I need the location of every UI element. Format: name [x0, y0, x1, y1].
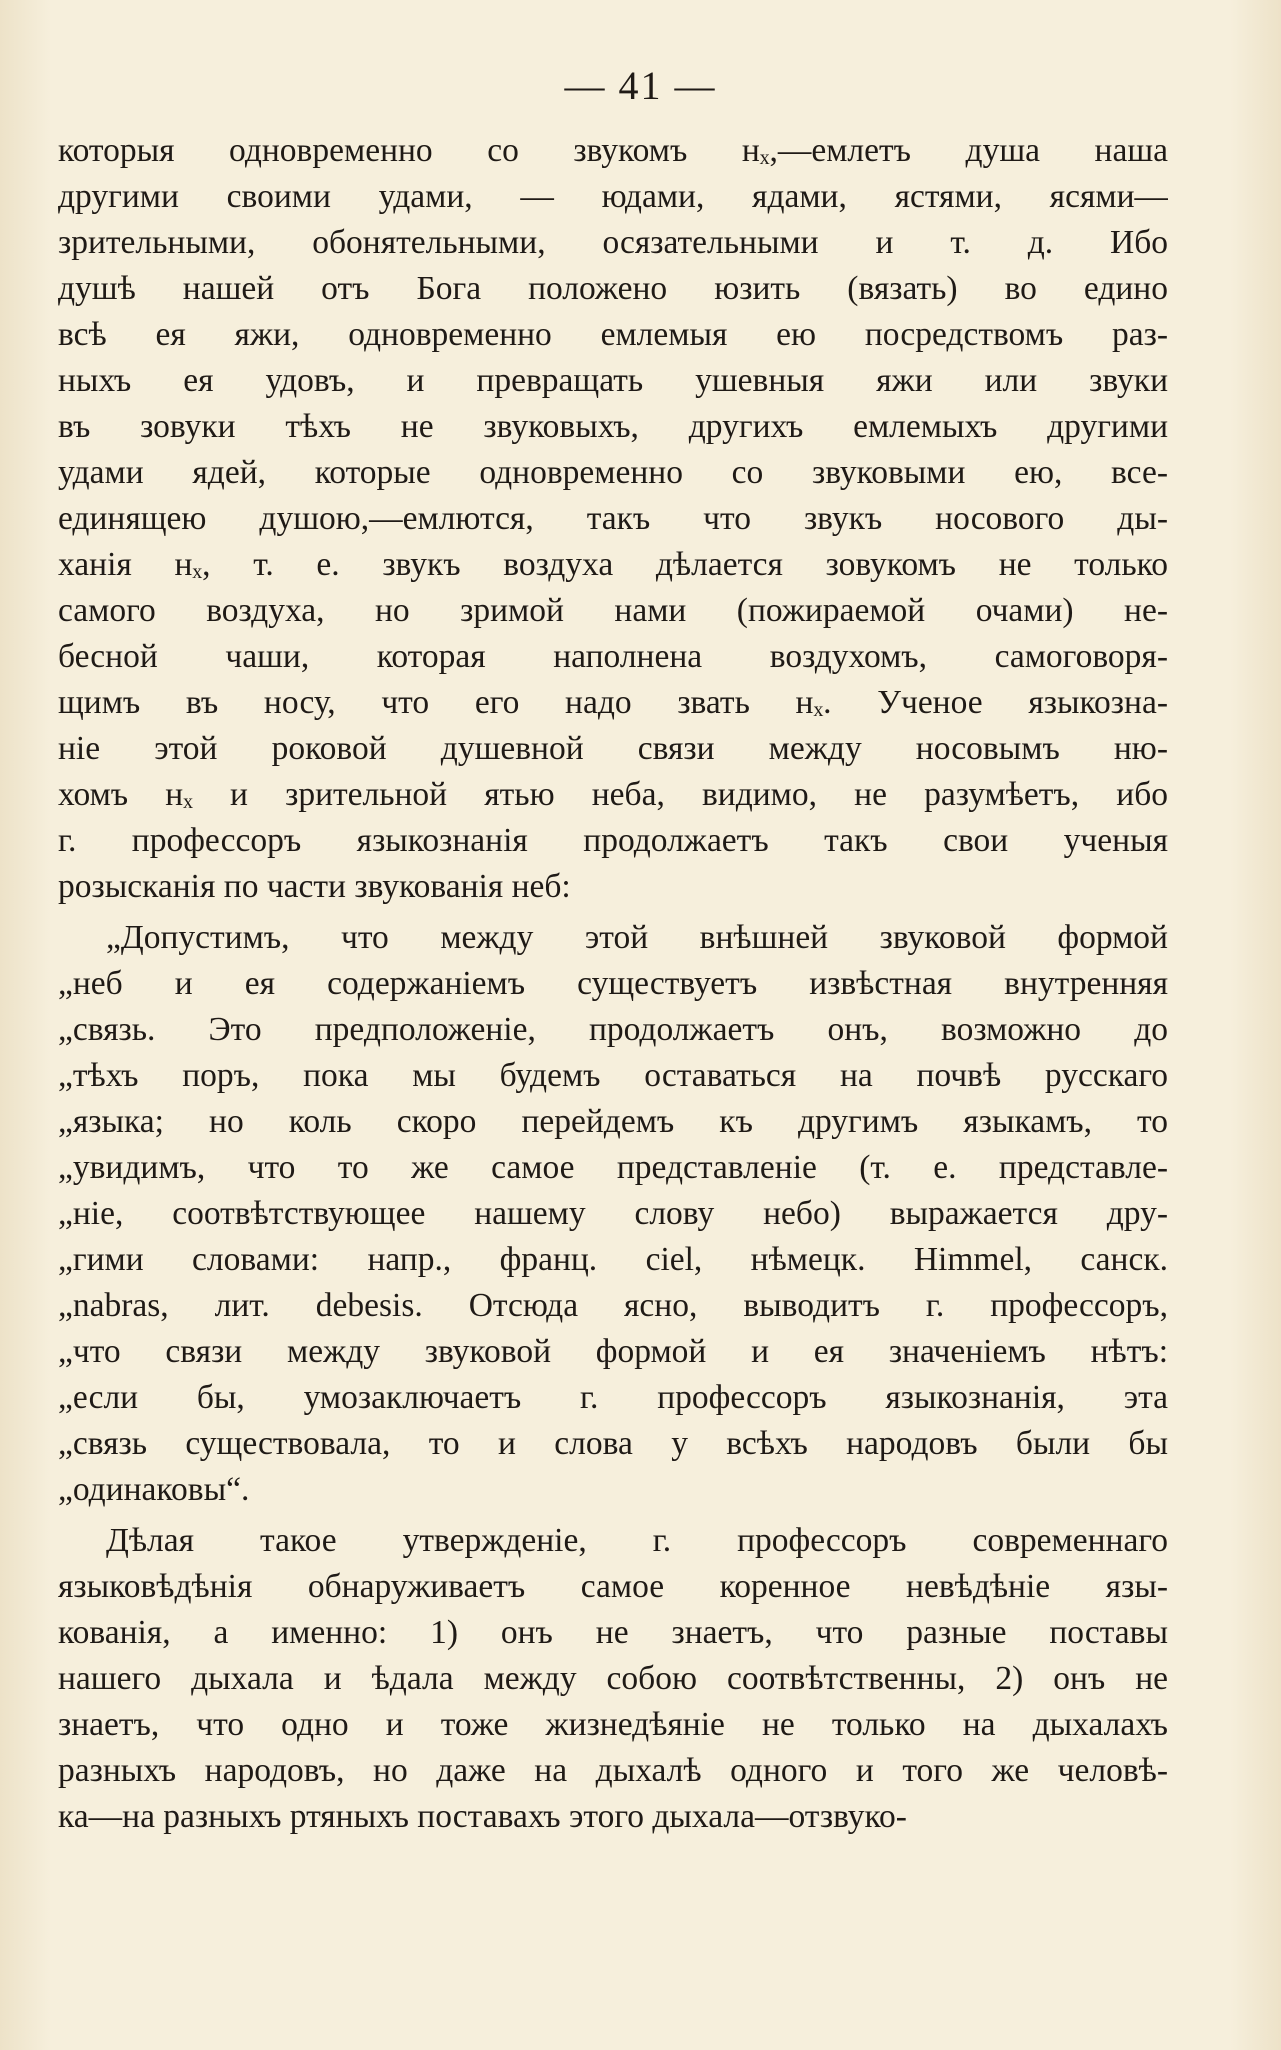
- text-line: душѣ нашей отъ Бога положено юзить (вязать) во едино: [58, 270, 1168, 307]
- text-line: ніе этой роковой душевной связи между носовымъ ню-: [58, 730, 1168, 767]
- text-line: хомъ нₓ и зрительной ятью неба, видимо, не разумѣетъ, ибо: [58, 776, 1168, 813]
- text-line: „nabras, лит. debesis. Отсюда ясно, выводитъ г. профессоръ,: [58, 1287, 1168, 1324]
- paragraph: [58, 915, 1168, 1513]
- text-line: знаетъ, что одно и тоже жизнедѣяніе не только на дыхалахъ: [58, 1706, 1168, 1743]
- page-number: — 41 —: [564, 63, 717, 108]
- text-line: которыя одновременно со звукомъ нₓ,—емлетъ душа наша: [58, 132, 1168, 169]
- text-line: кованія, а именно: 1) онъ не знаетъ, что разные поставы: [58, 1614, 1168, 1651]
- text-line: „неб и ея содержаніемъ существуетъ извѣстная внутренняя: [58, 965, 1168, 1002]
- text-line: „ніе, соотвѣтствующее нашему слову небо) выражается дру-: [58, 1195, 1168, 1232]
- text-line: Дѣлая такое утвержденіе, г. профессоръ современнаго: [106, 1522, 1168, 1559]
- paragraph: [58, 1518, 1168, 1840]
- text-line: г. профессоръ языкознанія продолжаетъ такъ свои ученыя: [58, 822, 1168, 859]
- text-line: „Допустимъ, что между этой внѣшней звуковой формой: [106, 919, 1168, 956]
- text-line: ка—на разныхъ ртяныхъ поставахъ этого дыхала—отзвуко-: [58, 1798, 907, 1835]
- text-line: „связь существовала, то и слова у всѣхъ народовъ были бы: [58, 1425, 1168, 1462]
- text-line: „увидимъ, что то же самое представленіе (т. е. представле-: [58, 1149, 1168, 1186]
- paragraph: [58, 128, 1168, 910]
- text-line: ханія нₓ, т. е. звукъ воздуха дѣлается зовукомъ не только: [58, 546, 1168, 583]
- text-line: „одинаковы“.: [58, 1471, 250, 1508]
- text-line: „тѣхъ поръ, пока мы будемъ оставаться на почвѣ русскаго: [58, 1057, 1168, 1094]
- text-line: нашего дыхала и ѣдала между собою соотвѣтственны, 2) онъ не: [58, 1660, 1168, 1697]
- text-line: другими своими удами, — юдами, ядами, ястями, ясями—: [58, 178, 1168, 215]
- text-line: единящею душою,—емлются, такъ что звукъ носового ды-: [58, 500, 1168, 537]
- text-line: въ зовуки тѣхъ не звуковыхъ, другихъ емлемыхъ другими: [58, 408, 1168, 445]
- text-line: удами ядей, которые одновременно со звуковыми ею, все-: [58, 454, 1168, 491]
- text-line: бесной чаши, которая наполнена воздухомъ, самоговоря-: [58, 638, 1168, 675]
- text-line: самого воздуха, но зримой нами (пожираемой очами) не-: [58, 592, 1168, 629]
- text-line: языковѣдѣнія обнаруживаетъ самое коренное невѣдѣніе язы-: [58, 1568, 1168, 1605]
- text-line: „гими словами: напр., франц. ciel, нѣмецк. Himmel, санск.: [58, 1241, 1168, 1278]
- text-line: „языка; но коль скоро перейдемъ къ другимъ языкамъ, то: [58, 1103, 1168, 1140]
- text-line: „если бы, умозаключаетъ г. профессоръ языкознанія, эта: [58, 1379, 1168, 1416]
- page-body-text: [58, 128, 1168, 1840]
- text-line: розысканія по части звукованія неб:: [58, 868, 571, 905]
- text-line: разныхъ народовъ, но даже на дыхалѣ одного и того же человѣ-: [58, 1752, 1168, 1789]
- text-line: „связь. Это предположеніе, продолжаетъ онъ, возможно до: [58, 1011, 1168, 1048]
- text-line: ныхъ ея удовъ, и превращать ушевныя яжи или звуки: [58, 362, 1168, 399]
- text-line: щимъ въ носу, что его надо звать нₓ. Ученое языкозна-: [58, 684, 1168, 721]
- text-line: „что связи между звуковой формой и ея значеніемъ нѣтъ:: [58, 1333, 1168, 1370]
- text-line: зрительными, обонятельными, осязательными и т. д. Ибо: [58, 224, 1168, 261]
- text-line: всѣ ея яжи, одновременно емлемыя ею посредствомъ раз-: [58, 316, 1168, 353]
